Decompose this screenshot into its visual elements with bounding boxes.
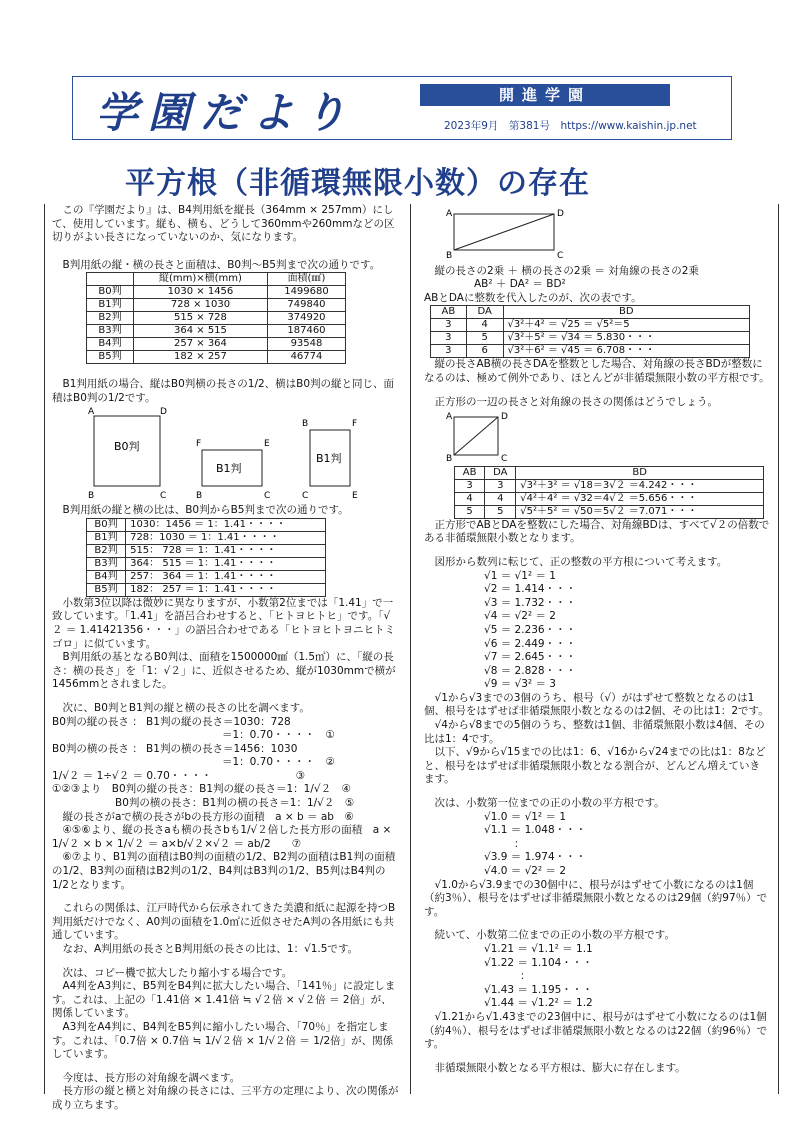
- cell: √3²＋4² ＝ √25 ＝ √5²＝5: [503, 319, 749, 332]
- vertex-label: C: [501, 454, 508, 462]
- cell: 5: [466, 332, 503, 345]
- b0-label: B0判: [114, 439, 140, 453]
- b1-label: B1判: [216, 461, 242, 475]
- issue-info: 2023年9月 第381号 https://www.kaishin.jp.net: [444, 120, 697, 132]
- root-line: √7 ＝ 2.645・・・: [484, 651, 577, 664]
- root-line: √1.44 ＝ √1.2² ＝ 1.2: [484, 997, 593, 1010]
- paragraph: ABとDAに整数を代入したのが、次の表です。: [424, 291, 642, 304]
- cell: 1499680: [267, 286, 345, 299]
- paragraph: A4判をA3判に、B5判をB4判に拡大したい場合、「141％」に設定します。これは、上記の「1.41倍 × 1.41倍 ≒ √２倍 × √２倍 ＝ 2倍」が、関係しています。: [52, 980, 396, 1020]
- page-title: 平方根（非循環無限小数）の存在: [125, 166, 590, 201]
- formula: 縦の長さの2乗 ＋ 横の長さの2乗 ＝ 対角線の長さの2乗: [434, 264, 699, 277]
- table-row: [87, 583, 326, 596]
- table-row: [87, 531, 326, 544]
- formula: ＝1：0.70・・・・ ①: [222, 729, 335, 742]
- vertex-label: A: [446, 209, 453, 219]
- root-line: √6 ＝ 2.449・・・: [484, 637, 577, 650]
- cell: B1判: [87, 299, 134, 312]
- table-row: [87, 570, 326, 583]
- cell: 364： 515 ＝ 1：1.41・・・・: [126, 557, 326, 570]
- table-row: [455, 505, 764, 518]
- square-diagonal-diagram: [424, 409, 524, 461]
- cell: B3判: [87, 325, 134, 338]
- cell: B4判: [87, 338, 134, 351]
- cell: 374920: [267, 312, 345, 325]
- root-line: √8 ＝ 2.828・・・: [484, 664, 577, 677]
- vertex-label: C: [264, 490, 271, 500]
- paragraph: ⑥⑦より、B1判の面積はB0判の面積の1/2、B2判の面積はB1判の面積の1/2、B3判の面積はB2判の1/2、B4判はB3判の1/2、B5判はB4判の1/2となります。: [52, 851, 396, 891]
- pythagoras-table: [430, 305, 750, 358]
- table-row: [87, 338, 346, 351]
- cell: 728：1030 ＝ 1：1.41・・・・: [126, 531, 326, 544]
- formula: B0判の横の長さ：B1判の横の長さ＝1：1/√２ ⑤: [52, 797, 355, 810]
- vertex-label: B: [446, 251, 453, 260]
- cell: 4: [485, 492, 516, 505]
- table-caption: B判用紙の縦・横の長さと面積は、B0判～B5判まで次の通りです。: [62, 258, 381, 271]
- paragraph: A3判をA4判に、B4判をB5判に縮小したい場合、「70％」を指定します。これは、「0.7倍 × 0.7倍 ≒ 1/√２倍 × 1/√２倍 ＝ 1/2倍」が、関係しています。: [52, 1020, 394, 1061]
- table-row: [87, 312, 346, 325]
- paragraph: この『学園だより』は、B4判用紙を縦長（364mm × 257mm）にして、使用しています。縦も、横も、どうして360mmや260mmなどの区切りがよい長さになっていないのか、気になります。: [52, 204, 395, 244]
- formula: ＝1：0.70・・・・ ②: [222, 756, 335, 769]
- vertex-label: D: [557, 209, 564, 219]
- paragraph: B1判用紙の場合、縦はB0判横の長さの1/2、横はB0判の縦と同じ、面積はB0判の1/2です。: [52, 378, 395, 404]
- cell: B5判: [87, 351, 134, 364]
- table-row: [87, 351, 346, 364]
- cell: B2判: [87, 544, 126, 557]
- table-header-cell: DA: [466, 306, 503, 319]
- formula: B0判の縦の長さ ： B1判の縦の長さ＝1030：728: [52, 715, 291, 728]
- vertex-label: D: [160, 406, 167, 417]
- cell: 515 × 728: [133, 312, 267, 325]
- paragraph: √4から√8までの5個のうち、整数は1個、非循環無限小数は4個、その比は1：4です。: [424, 719, 765, 745]
- root-line: √1.0 ＝ √1² ＝ 1: [484, 810, 567, 823]
- table-row: [87, 325, 346, 338]
- cell: 257 × 364: [133, 338, 267, 351]
- cell: 3: [485, 479, 516, 492]
- vertex-label: C: [557, 251, 564, 260]
- vertex-label: E: [352, 490, 358, 500]
- cell: 3: [431, 345, 467, 358]
- formula: B0判の横の長さ ： B1判の横の長さ＝1456：1030: [52, 742, 298, 755]
- cell: 1030：1456 ＝ 1：1.41・・・・: [126, 518, 326, 531]
- vertex-label: C: [302, 490, 309, 500]
- right-border: [778, 204, 779, 1094]
- table-row: [87, 518, 326, 531]
- root-line: √2 ＝ 1.414・・・: [484, 583, 577, 596]
- table-header-cell: BD: [516, 466, 764, 479]
- cell: 257： 364 ＝ 1：1.41・・・・: [126, 570, 326, 583]
- paragraph: 正方形の一辺の長さと対角線の長さの関係はどうでしょう。: [434, 395, 718, 408]
- b1-rotated-label: B1判: [316, 451, 342, 465]
- ellipsis: ：: [520, 970, 531, 983]
- diagonal-line: [454, 214, 554, 250]
- root-line: √1.21 ＝ √1.1² ＝ 1.1: [484, 942, 593, 955]
- cell: 3: [431, 332, 467, 345]
- root-line: √1.1 ＝ 1.048・・・: [484, 824, 587, 837]
- school-name-badge: 開進学園: [420, 84, 670, 106]
- left-column: [52, 204, 400, 1113]
- paragraph: 次は、小数第一位までの正の小数の平方根です。: [434, 797, 665, 810]
- cell: B3判: [87, 557, 126, 570]
- cell: 182 × 257: [133, 351, 267, 364]
- table-header-cell: 縦(mm)×横(mm): [133, 273, 267, 286]
- cell: 1030 × 1456: [133, 286, 267, 299]
- table-caption: B判用紙の縦と横の比は、B0判からB5判まで次の通りです。: [62, 504, 349, 517]
- paragraph: 図形から数列に転じて、正の整数の平方根について考えます。: [434, 555, 728, 568]
- paragraph: √1.0から√3.9までの30個中に、根号がはずせて小数になるのは1個（約3％）、根号をはずせば非循環無限小数となるのは29個（約97％）です。: [424, 878, 768, 918]
- paragraph: 長方形の縦と横と対角線の長さには、三平方の定理により、次の関係が成り立ちます。: [52, 1085, 399, 1111]
- diagonal-line: [454, 417, 498, 455]
- paragraph: 以下、√9から√15までの比は1：6、√16から√24までの比は1：8などと、根号をはずせば非循環無限小数となる割合が、どんどん増えていきます。: [424, 746, 766, 786]
- paragraph: 次は、コピー機で拡大したり縮小する場合です。: [62, 966, 293, 979]
- cell: 3: [455, 479, 485, 492]
- cell: √3²＋6² ＝ √45 ＝ 6.708・・・: [503, 345, 749, 358]
- right-column: [424, 204, 770, 1075]
- b-size-table: [86, 272, 346, 364]
- vertex-label: E: [264, 438, 270, 449]
- cell: 93548: [267, 338, 345, 351]
- table-row: [87, 544, 326, 557]
- ellipsis: ：: [514, 837, 525, 850]
- cell: √4²＋4² ＝ √32＝4√２ ＝5.656・・・: [516, 492, 764, 505]
- cell: √3²＋3² ＝ √18＝3√２ ＝4.242・・・: [516, 479, 764, 492]
- paragraph: 正方形でABとDAを整数にした場合、対角線BDは、すべて√２の倍数である非循環無限小数となります。: [424, 518, 770, 545]
- cell: B2判: [87, 312, 134, 325]
- vertex-label: B: [446, 454, 453, 462]
- root-line: √4.0 ＝ √2² ＝ 2: [484, 865, 567, 877]
- rectangle-diagonal-diagram: [424, 204, 564, 260]
- cell: 4: [466, 319, 503, 332]
- table-row: [431, 332, 750, 345]
- cell: 5: [455, 505, 485, 518]
- paragraph: 小数第3位以降は微妙に異なりますが、小数第2位までは「1.41」で一致しています。「1.41」を語呂合わせすると、「ヒトヨヒトヒ」です。「√２ ＝ 1.41421356・・・」の語呂合わせである「ヒトヨヒトヨニヒトミゴロ」に似ています。: [52, 596, 396, 650]
- root-line: √3 ＝ 1.732・・・: [484, 596, 577, 609]
- cell: 515： 728 ＝ 1：1.41・・・・: [126, 544, 326, 557]
- table-header-cell: BD: [503, 306, 749, 319]
- masthead-title: 学園だより: [96, 88, 357, 137]
- paragraph: 縦の長さAB横の長さDAを整数とした場合、対角線の長さBDが整数になるのは、極めて例外であり、ほとんどが非循環無限小数の平方根です。: [424, 358, 770, 384]
- cell: B0判: [87, 518, 126, 531]
- cell: 728 × 1030: [133, 299, 267, 312]
- paragraph: √1.21から√1.43までの23個中に、根号がはずせて小数になるのは1個（約4％）、根号をはずせば非循環無限小数となるのは22個（約96％）です。: [424, 1010, 768, 1051]
- formula: AB² ＋ DA² ＝ BD²: [474, 278, 566, 291]
- left-border: [44, 204, 45, 1094]
- table-row: [431, 319, 750, 332]
- root-line: √4 ＝ √2² ＝ 2: [484, 610, 556, 623]
- vertex-label: B: [88, 490, 95, 500]
- cell: B4判: [87, 570, 126, 583]
- table-row: [455, 479, 764, 492]
- vertex-label: F: [352, 418, 358, 429]
- cell: B5判: [87, 583, 126, 596]
- table-row: [455, 492, 764, 505]
- b-ratio-table: [86, 518, 326, 597]
- cell: 749840: [267, 299, 345, 312]
- vertex-label: C: [160, 490, 167, 500]
- table-row: [87, 557, 326, 570]
- table-header-cell: DA: [485, 466, 516, 479]
- column-divider: [410, 204, 411, 1094]
- paragraph: 続いて、小数第二位までの正の小数の平方根です。: [434, 929, 675, 942]
- root-line: √1.43 ＝ 1.195・・・: [484, 983, 593, 996]
- table-header-cell: AB: [431, 306, 467, 319]
- paragraph: 非循環無限小数となる平方根は、膨大に存在します。: [434, 1061, 686, 1074]
- paper-size-diagram: [52, 406, 392, 500]
- cell: 364 × 515: [133, 325, 267, 338]
- root-line: √5 ＝ 2.236・・・: [484, 623, 577, 636]
- paragraph: B判用紙の基となるB0判は、面積を1500000㎟（1.5㎡）に、「縦の長さ：横の長さ」を「1：√２」に、近似させるため、縦が1030mmで横が1456mmとされました。: [52, 651, 396, 691]
- root-line: √3.9 ＝ 1.974・・・: [484, 851, 587, 864]
- paragraph: これらの関係は、江戸時代から伝承されてきた美濃和紙に起源を持つB判用紙だけでなく、A0判の面積を1.0㎡に近似させたA判の各用紙にも共通しています。: [52, 902, 396, 942]
- paragraph: 次に、B0判とB1判の縦と横の長さの比を調べます。: [62, 701, 310, 714]
- vertex-label: A: [446, 412, 453, 423]
- formula: ④⑤⑥より、縦の長さaも横の長さbも1/√２倍した長方形の面積 a × 1/√２ × b × 1/√２ ＝ a×b/√２×√２ ＝ ab/2 ⑦: [52, 824, 392, 850]
- cell: √3²＋5² ＝ √34 ＝ 5.830・・・: [503, 332, 749, 345]
- paragraph: √1から√3までの3個のうち、根号（√）がはずせて整数となるのは1個、根号をはずせば非循環無限小数となるのは2個、その比は1：2です。: [424, 691, 769, 718]
- formula: 縦の長さがaで横の長さがbの長方形の面積 a × b ＝ ab ⑥: [62, 810, 354, 823]
- root-line: √1.22 ＝ 1.104・・・: [484, 956, 593, 969]
- cell: 5: [485, 505, 516, 518]
- table-row: [87, 286, 346, 299]
- table-row: [431, 345, 750, 358]
- cell: 46774: [267, 351, 345, 364]
- square-table: [454, 466, 764, 519]
- vertex-label: B: [302, 418, 309, 429]
- table-header-cell: AB: [455, 466, 485, 479]
- vertex-label: A: [88, 406, 95, 417]
- vertex-label: D: [501, 412, 508, 423]
- root-line: √1 ＝ √1² ＝ 1: [484, 569, 556, 582]
- formula: ①②③より B0判の縦の長さ：B1判の縦の長さ＝1：1/√２ ④: [52, 783, 352, 796]
- table-row: [87, 299, 346, 312]
- cell: 182： 257 ＝ 1：1.41・・・・: [126, 583, 326, 596]
- cell: B1判: [87, 531, 126, 544]
- cell: 6: [466, 345, 503, 358]
- cell: 3: [431, 319, 467, 332]
- table-header-cell: 面積(㎟): [267, 273, 345, 286]
- cell: 187460: [267, 325, 345, 338]
- cell: √5²＋5² ＝ √50＝5√２ ＝7.071・・・: [516, 505, 764, 518]
- cell: 4: [455, 492, 485, 505]
- root-line: √9 ＝ √3² ＝ 3: [484, 678, 556, 691]
- formula: 1/√２ ＝ 1÷√２ ＝ 0.70・・・・ ③: [52, 769, 306, 782]
- vertex-label: F: [196, 438, 202, 449]
- paragraph: 今度は、長方形の対角線を調べます。: [62, 1071, 241, 1084]
- table-header-cell: [87, 273, 134, 286]
- paragraph: なお、A判用紙の長さとB判用紙の長さの比は、1：√1.5です。: [62, 943, 359, 955]
- cell: B0判: [87, 286, 134, 299]
- vertex-label: B: [196, 490, 203, 500]
